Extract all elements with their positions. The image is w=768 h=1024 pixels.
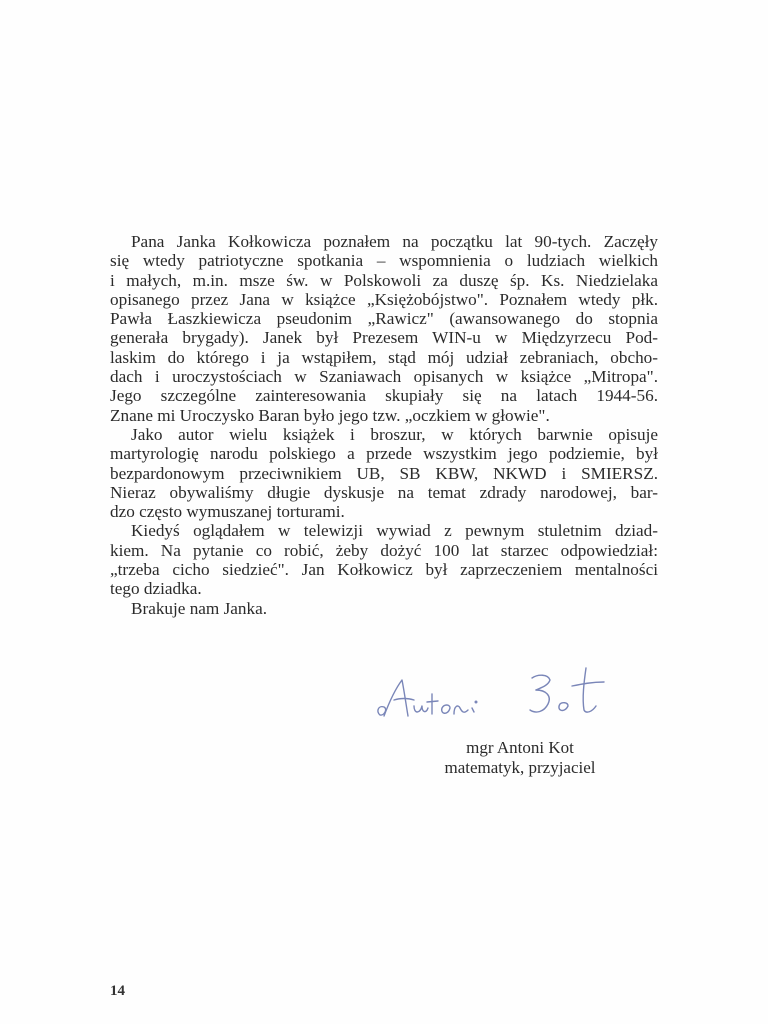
signature-icon (372, 660, 642, 730)
text-line: generała brygady). Janek był Prezesem WIN-u w Międzyrzecu Pod- (110, 328, 658, 348)
text-line: dzo często wymuszanej torturami. (110, 502, 345, 522)
text-line: Pawła Łaszkiewicza pseudonim „Rawicz" (awansowanego do stopnia (110, 309, 658, 329)
text-line: bezpardonowym przeciwnikiem UB, SB KBW, NKWD i SMIERSZ. (110, 463, 658, 483)
text-line: Jako autor wielu książek i broszur, w których barwnie opisuje (131, 424, 658, 444)
text-line: martyrologię narodu polskiego a przede wszystkim jego podziemie, był (110, 444, 658, 464)
body-text (110, 232, 658, 618)
text-line: tego dziadka. (110, 579, 202, 599)
text-line: Brakuje nam Janka. (131, 598, 268, 618)
text-line: Pana Janka Kołkowicza poznałem na początku lat 90-tych. Zaczęły (131, 232, 658, 251)
text-line: kiem. Na pytanie co robić, żeby dożyć 100 lat starzec odpowiedział: (110, 540, 658, 560)
text-line: opisanego przez Jana w książce „Księżobójstwo". Poznałem wtedy płk. (110, 289, 658, 309)
text-line: Kiedyś oglądałem w telewizji wywiad z pewnym stuletnim dziad- (131, 521, 658, 541)
author-block (400, 738, 640, 778)
text-line: Znane mi Uroczysko Baran było jego tzw. „oczkiem w głowie". (110, 405, 550, 425)
text-line: dach i uroczystościach w Szaniawach opisanych w książce „Mitropa". (110, 367, 658, 387)
author-role: matematyk, przyjaciel (444, 758, 596, 777)
text-line: laskim do którego i ja wstąpiłem, stąd mój udział zebraniach, obcho- (110, 347, 658, 367)
handwritten-signature (372, 660, 642, 730)
author-name: mgr Antoni Kot (466, 738, 574, 757)
text-line: Jego szczególne zainteresowania skupiały się na latach 1944-56. (110, 386, 658, 406)
page-number: 14 (110, 983, 125, 999)
text-line: się wtedy patriotyczne spotkania – wspomnienia o ludziach wielkich (110, 251, 658, 271)
text-line: „trzeba cicho siedzieć". Jan Kołkowicz był zaprzeczeniem mentalności (110, 560, 658, 580)
text-line: i małych, m.in. msze św. w Polskowoli za duszę śp. Ks. Niedzielaka (110, 270, 658, 290)
text-line: Nieraz obywaliśmy długie dyskusje na temat zdrady narodowej, bar- (110, 482, 658, 502)
